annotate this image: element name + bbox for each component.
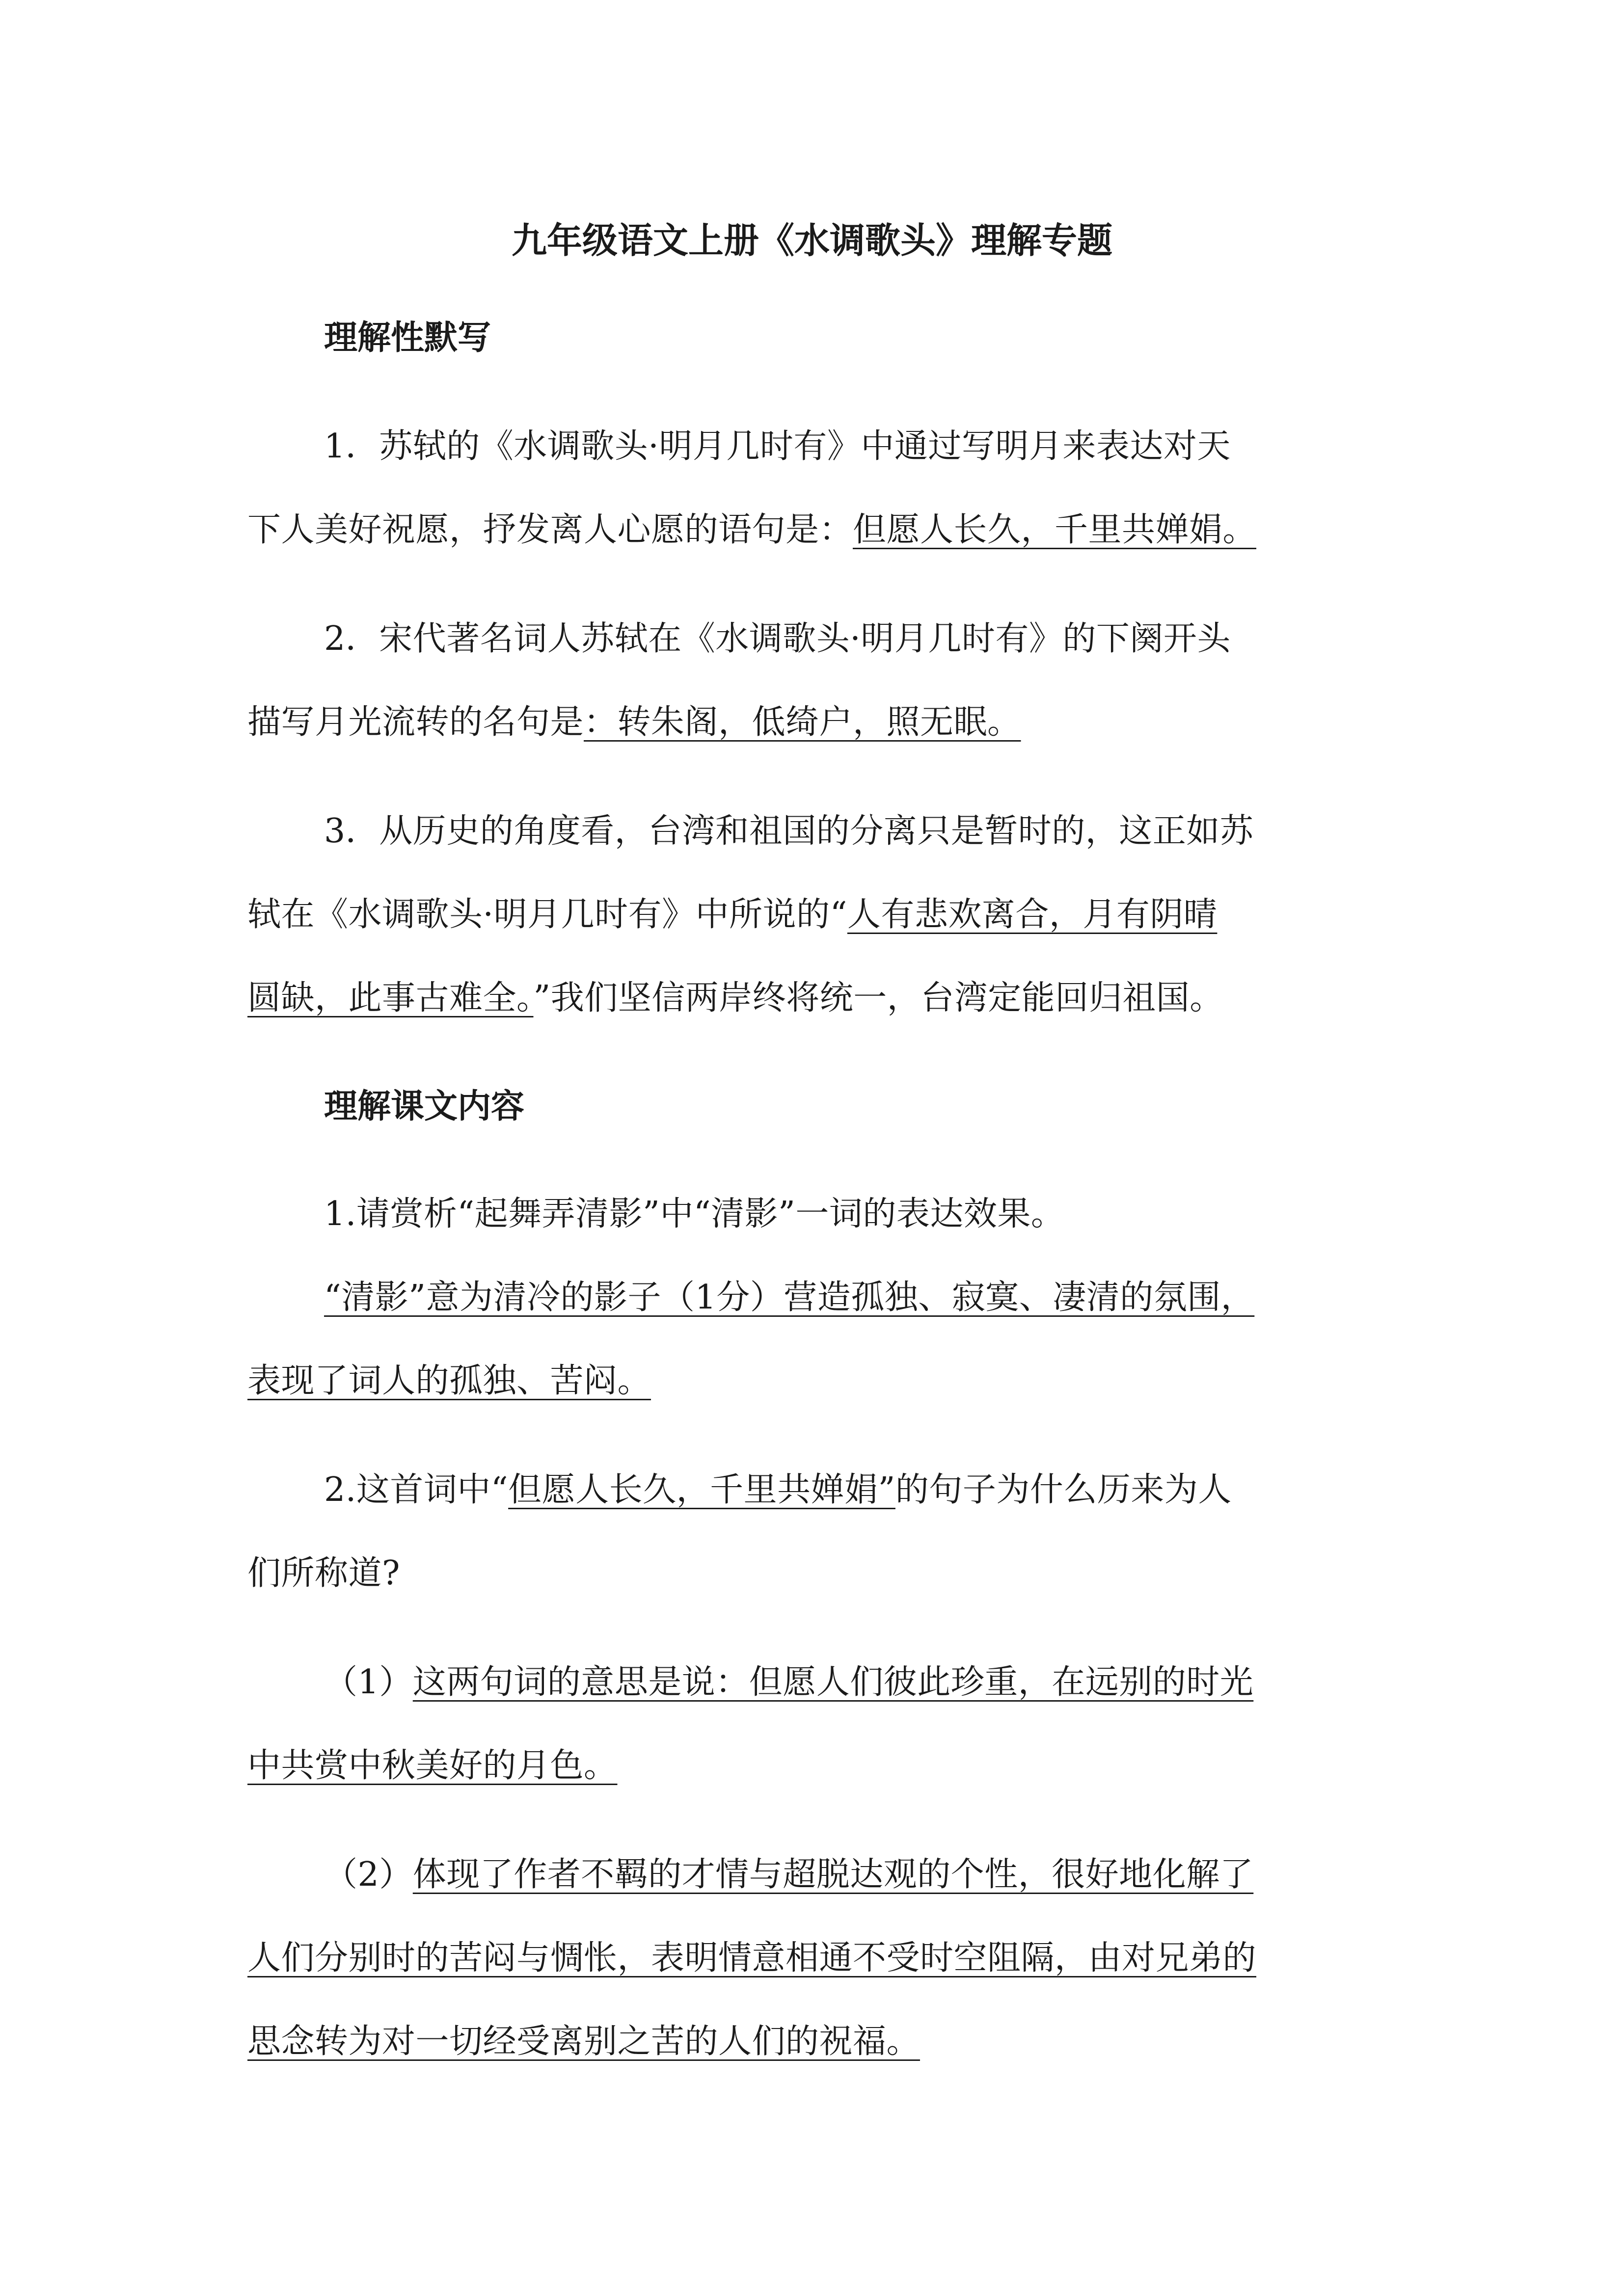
comprehension-question-2-prefix: 2.这首词中“ <box>324 1470 509 1509</box>
question-1-answer: 但愿人长久，千里共婵娟。 <box>853 510 1257 549</box>
question-3-text-tail: ”我们坚信两岸终将统一，台湾定能回归祖国。 <box>533 979 1223 1017</box>
comprehension-answer-1-part-1: “清影”意为清冷的影子（1分）营造孤独、寂寞、凄清的氛围， <box>324 1278 1255 1317</box>
question-1-text: 下人美好祝愿，抒发离人心愿的语句是： <box>247 510 853 549</box>
page-title: 九年级语文上册《水调歌头》理解专题 <box>511 219 1112 261</box>
section-heading-comprehension: 理解课文内容 <box>324 1087 525 1126</box>
comprehension-question-2-line-2: 们所称道? <box>247 1554 400 1593</box>
question-1-line-2 <box>247 507 1256 554</box>
question-3-text: 轼在《水调歌头·明月几时有》中所说的“ <box>247 895 847 934</box>
comprehension-answer-1-part-2: 表现了词人的孤独、苦闷。 <box>247 1362 651 1400</box>
question-1-line-1: 1．苏轼的《水调歌头·明月几时有》中通过写明月来表达对天 <box>324 427 1231 466</box>
question-3-answer-part-1: 人有悲欢离合，月有阴晴 <box>847 895 1218 934</box>
question-3-line-2 <box>247 891 1217 938</box>
comprehension-answer-2-2-line-1 <box>324 1851 1253 1898</box>
comprehension-answer-2-1-line-1 <box>324 1659 1253 1706</box>
question-2-line-2 <box>247 699 1021 746</box>
comprehension-answer-2-1-line-2 <box>247 1742 618 1789</box>
answer-label-1: （1） <box>324 1663 413 1702</box>
comprehension-answer-1-line-2 <box>247 1358 651 1405</box>
answer-label-2: （2） <box>324 1855 413 1894</box>
question-3-answer-part-2: 圆缺，此事古难全。 <box>247 979 534 1017</box>
question-2-answer: ：转朱阁，低绮户，照无眠。 <box>584 703 1021 742</box>
question-2-line-1: 2．宋代著名词人苏轼在《水调歌头·明月几时有》的下阕开头 <box>324 619 1231 658</box>
comprehension-question-2-line-1 <box>324 1467 1232 1514</box>
comprehension-question-2-suffix: 的句子为什么历来为人 <box>895 1470 1232 1509</box>
comprehension-answer-2-2-part-3: 思念转为对一切经受离别之苦的人们的祝福。 <box>247 2022 920 2061</box>
question-3-line-1: 3．从历史的角度看，台湾和祖国的分离只是暂时的，这正如苏 <box>324 812 1254 851</box>
comprehension-answer-2-1-part-1: 这两句词的意思是说：但愿人们彼此珍重，在远别的时光 <box>412 1663 1254 1702</box>
question-2-text: 描写月光流转的名句是 <box>247 703 584 742</box>
comprehension-answer-1-line-1 <box>324 1274 1254 1321</box>
section-heading-memorization: 理解性默写 <box>324 318 491 357</box>
question-3-line-3 <box>247 975 1223 1022</box>
comprehension-answer-2-2-line-3 <box>247 2018 920 2065</box>
comprehension-answer-2-2-line-2 <box>247 1935 1256 1982</box>
comprehension-answer-2-2-part-2: 人们分别时的苦闷与惆怅，表明情意相通不受时空阻隔，由对兄弟的 <box>247 1939 1257 1977</box>
comprehension-question-2-quote: 但愿人长久，千里共婵娟” <box>508 1470 895 1509</box>
comprehension-answer-2-1-part-2: 中共赏中秋美好的月色。 <box>247 1746 618 1785</box>
comprehension-answer-2-2-part-1: 体现了作者不羁的才情与超脱达观的个性，很好地化解了 <box>412 1855 1254 1894</box>
comprehension-question-1: 1.请赏析“起舞弄清影”中“清影”一词的表达效果。 <box>324 1195 1065 1233</box>
